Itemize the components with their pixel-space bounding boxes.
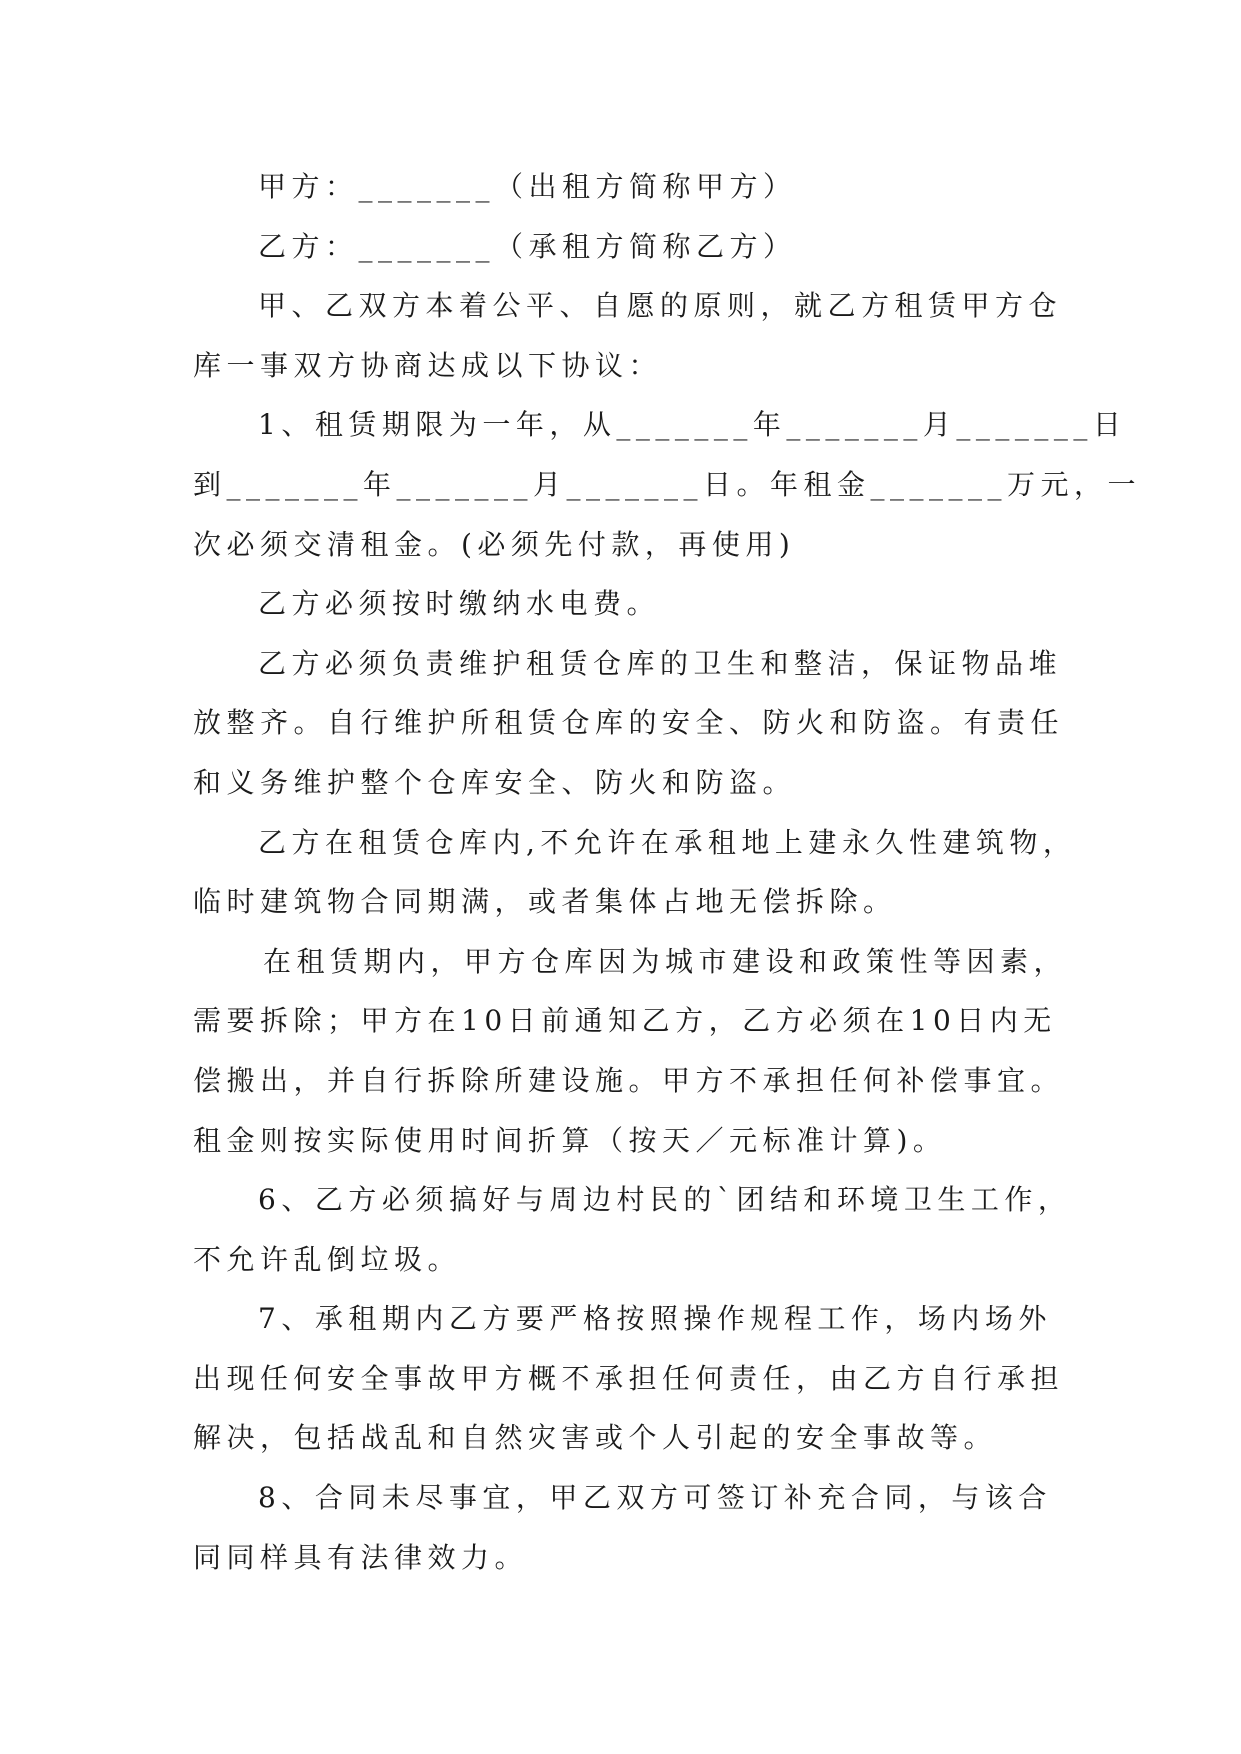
clause-5-line-3: 偿搬出，并自行拆除所建设施。甲方不承担任何补偿事宜。 — [193, 1063, 1065, 1097]
clause-7-line-1: 7、承租期内乙方要严格按照操作规程工作，场内场外 — [258, 1302, 1052, 1336]
clause-3-line-3: 和义务维护整个仓库安全、防火和防盗。 — [193, 765, 797, 799]
intro-line-1: 甲、乙双方本着公平、自愿的原则，就乙方租赁甲方仓 — [258, 289, 1063, 323]
clause-5-line-4: 租金则按实际使用时间折算（按天／元标准计算)。 — [193, 1123, 947, 1157]
clause-2-line-1: 乙方必须按时缴纳水电费。 — [258, 587, 661, 621]
clause-5-line-2: 需要拆除；甲方在10日前通知乙方，乙方必须在10日内无 — [193, 1004, 1057, 1038]
party-a-line: 甲方：_______（出租方简称甲方） — [258, 170, 797, 203]
clause-1-line-3: 次必须交清租金。(必须先付款，再使用) — [193, 527, 796, 561]
clause-4-line-1: 乙方在租赁仓库内,不允许在承租地上建永久性建筑物， — [258, 825, 1077, 859]
document-body — [193, 157, 1142, 1587]
clause-7-line-2: 出现任何安全事故甲方概不承担任何责任，由乙方自行承担 — [193, 1361, 1065, 1395]
intro-line-2: 库一事双方协商达成以下协议： — [193, 348, 663, 382]
clause-8-line-1: 8、合同未尽事宜，甲乙双方可签订补充合同，与该合 — [258, 1481, 1052, 1515]
clause-1-line-1: 1、租赁期限为一年，从_______年_______月_______日 — [258, 408, 1127, 442]
clause-1-line-2: 到_______年_______月_______日。年租金_______万元，一 — [193, 467, 1142, 501]
clause-6-line-1: 6、乙方必须搞好与周边村民的`团结和环境卫生工作， — [258, 1183, 1072, 1217]
clause-3-line-1: 乙方必须负责维护租赁仓库的卫生和整洁，保证物品堆 — [258, 646, 1063, 680]
clause-4-line-2: 临时建筑物合同期满，或者集体占地无偿拆除。 — [193, 885, 897, 919]
clause-6-line-2: 不允许乱倒垃圾。 — [193, 1242, 462, 1276]
clause-3-line-2: 放整齐。自行维护所租赁仓库的安全、防火和防盗。有责任 — [193, 706, 1065, 740]
clause-5-line-1: 在租赁期内，甲方仓库因为城市建设和政策性等因素， — [263, 944, 1068, 978]
clause-8-line-2: 同同样具有法律效力。 — [193, 1540, 529, 1574]
party-b-line: 乙方：_______（承租方简称乙方） — [258, 229, 797, 263]
clause-7-line-3: 解决，包括战乱和自然灾害或个人引起的安全事故等。 — [193, 1421, 998, 1455]
